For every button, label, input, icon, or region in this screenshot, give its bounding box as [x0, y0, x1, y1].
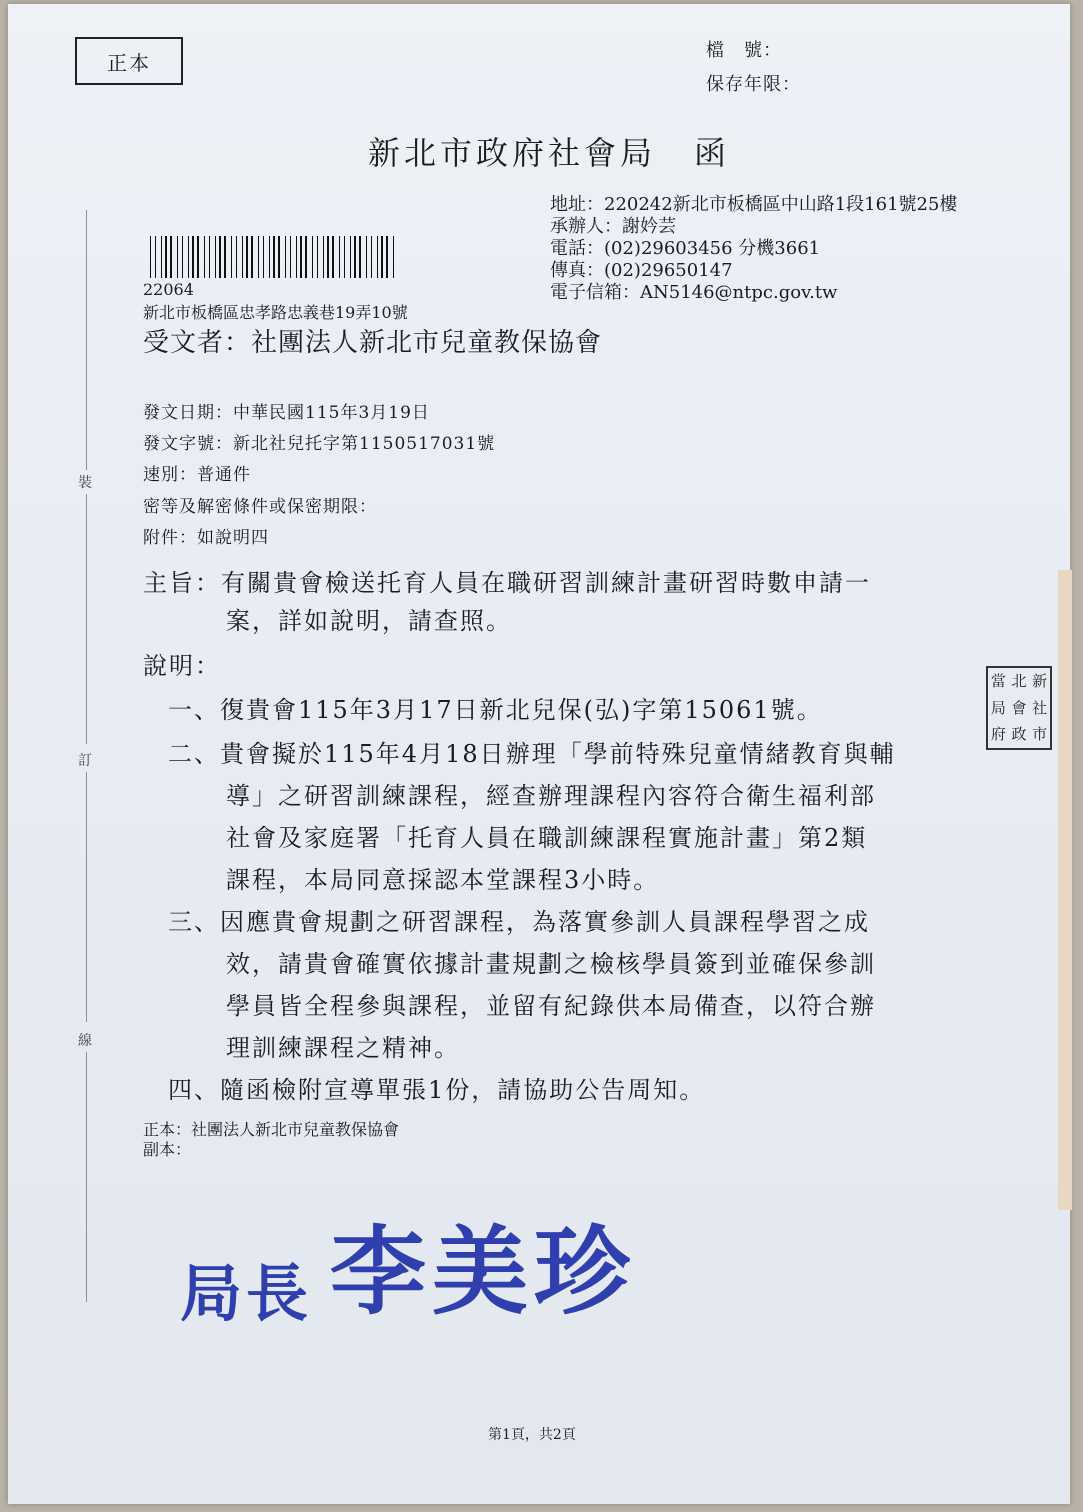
reference-number: 發文字號：新北社兒托字第1150517031號: [143, 434, 496, 454]
barcode-bar: [305, 236, 307, 278]
page-number: 第1頁，共2頁: [488, 1427, 576, 1443]
contact-fax: 傳真：(02)29650147: [550, 260, 733, 281]
barcode-bar: [197, 236, 199, 278]
binding-line: [86, 1052, 87, 1302]
barcode-bar: [251, 236, 253, 278]
barcode-bar: [224, 236, 226, 278]
barcode-bar: [300, 236, 302, 278]
item-4: 四、隨函檢附宣導單張1份，請協助公告周知。: [168, 1076, 706, 1104]
barcode-bar: [263, 236, 264, 278]
signature-name: 李美珍: [330, 1215, 637, 1328]
item-3-line-2: 效，請貴會確實依據計畫規劃之檢核學員簽到並確保參訓: [226, 950, 876, 978]
barcode-bar: [339, 236, 340, 278]
copy-recipients: 副本：: [143, 1140, 192, 1159]
barcode-bar: [161, 236, 162, 278]
barcode-bar: [188, 236, 189, 278]
barcode-bar: [170, 236, 172, 278]
document-kind: 函: [694, 134, 731, 172]
original-recipients: 正本：社團法人新北市兒童教保協會: [143, 1120, 400, 1139]
file-number-label: 檔 號：: [706, 40, 782, 61]
item-2-line-2: 導」之研習訓練課程，經查辦理課程內容符合衛生福利部: [226, 782, 876, 810]
document-title: [368, 128, 730, 174]
barcode-bar: [327, 236, 329, 278]
item-3-line-1: 三、因應貴會規劃之研習課程，為落實參訓人員課程學習之成: [168, 908, 870, 936]
barcode-bar: [386, 236, 388, 278]
barcode-bar: [344, 236, 345, 278]
attachment: 附件：如說明四: [143, 528, 269, 548]
item-3-line-4: 理訓練課程之精神。: [226, 1034, 460, 1062]
barcode-bar: [219, 236, 221, 278]
contact-handler: 承辦人：謝妗芸: [550, 216, 676, 237]
barcode-bar: [296, 236, 297, 278]
seal-character: 北: [1011, 672, 1027, 690]
barcode-bar: [209, 236, 210, 278]
barcode-bar: [285, 236, 286, 278]
seal-character: 當: [990, 672, 1006, 690]
subject-line-1: 主旨：有關貴會檢送托育人員在職研習訓練計畫研習時數申請一: [143, 569, 871, 597]
barcode-bar: [359, 236, 361, 278]
barcode-bar: [269, 236, 270, 278]
barcode-bar: [182, 236, 183, 278]
binding-mark-2: 訂: [78, 753, 92, 769]
barcode-bar: [377, 236, 378, 278]
barcode-bar: [258, 236, 259, 278]
original-copy-box: 正本: [75, 37, 183, 85]
barcode-bar: [204, 236, 205, 278]
item-2-line-3: 社會及家庭署「托育人員在職訓練課程實施計畫」第2類: [226, 824, 868, 852]
issue-date: 發文日期：中華民國115年3月19日: [143, 403, 430, 423]
postal-barcode: [150, 236, 397, 278]
barcode-bar: [381, 236, 383, 278]
barcode-bar: [242, 236, 243, 278]
barcode-bar: [366, 236, 367, 278]
recipient: 受文者：社團法人新北市兒童教保協會: [143, 328, 603, 358]
seal-character: 新: [1032, 672, 1048, 690]
barcode-bar: [323, 236, 324, 278]
binding-line: [86, 210, 87, 470]
signature-stamp: [180, 1196, 636, 1333]
barcode-bar: [236, 236, 237, 278]
barcode-bar: [290, 236, 291, 278]
barcode-bar: [155, 236, 156, 278]
barcode-bar: [350, 236, 351, 278]
barcode-bar: [246, 236, 248, 278]
barcode-bar: [273, 236, 275, 278]
barcode-bar: [312, 236, 313, 278]
seal-stamp: [986, 666, 1052, 750]
seal-character: 府: [990, 725, 1006, 744]
retention-period-label: 保存年限：: [706, 74, 801, 95]
subject-line-2: 案，詳如說明，請查照。: [226, 607, 512, 635]
confidentiality: 密等及解密條件或保密期限：: [143, 497, 377, 517]
item-2-line-1: 二、貴會擬於115年4月18日辦理「學前特殊兒童情緒教育與輔: [168, 740, 896, 768]
seal-character: 政: [1011, 725, 1027, 744]
barcode-bar: [165, 236, 167, 278]
postal-code: 22064: [143, 280, 194, 299]
barcode-bar: [192, 236, 194, 278]
barcode-bar: [177, 236, 178, 278]
binding-mark-3: 線: [78, 1033, 92, 1049]
barcode-bar: [371, 236, 372, 278]
explanation-label: 說明：: [143, 652, 221, 680]
binding-line: [86, 772, 87, 1022]
contact-address: 地址：220242新北市板橋區中山路1段161號25樓: [550, 194, 958, 215]
seal-character: 會: [1011, 698, 1027, 717]
seal-character: 社: [1032, 698, 1048, 717]
binding-mark-1: 裝: [78, 475, 92, 491]
seal-character: 市: [1032, 725, 1048, 744]
issuing-agency: 新北市政府社會局: [368, 134, 657, 172]
item-1: 一、復貴會115年3月17日新北兒保(弘)字第15061號。: [168, 696, 823, 724]
mailing-address: 新北市板橋區忠孝路忠義巷19弄10號: [143, 303, 408, 322]
binding-line: [86, 494, 87, 744]
barcode-bar: [332, 236, 334, 278]
barcode-bar: [278, 236, 280, 278]
barcode-bar: [354, 236, 356, 278]
barcode-bar: [393, 236, 394, 278]
barcode-bar: [231, 236, 232, 278]
contact-phone: 電話：(02)29603456 分機3661: [550, 238, 821, 259]
speed-class: 速別：普通件: [143, 465, 251, 485]
seal-character: 局: [990, 698, 1006, 717]
item-3-line-3: 學員皆全程參與課程，並留有紀錄供本局備查，以符合辦: [226, 992, 876, 1020]
barcode-bar: [150, 236, 151, 278]
side-tab-edge: [1058, 570, 1072, 1210]
item-2-line-4: 課程，本局同意採認本堂課程3小時。: [226, 866, 660, 894]
signature-role: 局長: [180, 1257, 313, 1330]
contact-email: 電子信箱：AN5146@ntpc.gov.tw: [550, 282, 838, 303]
barcode-bar: [215, 236, 216, 278]
barcode-bar: [317, 236, 318, 278]
